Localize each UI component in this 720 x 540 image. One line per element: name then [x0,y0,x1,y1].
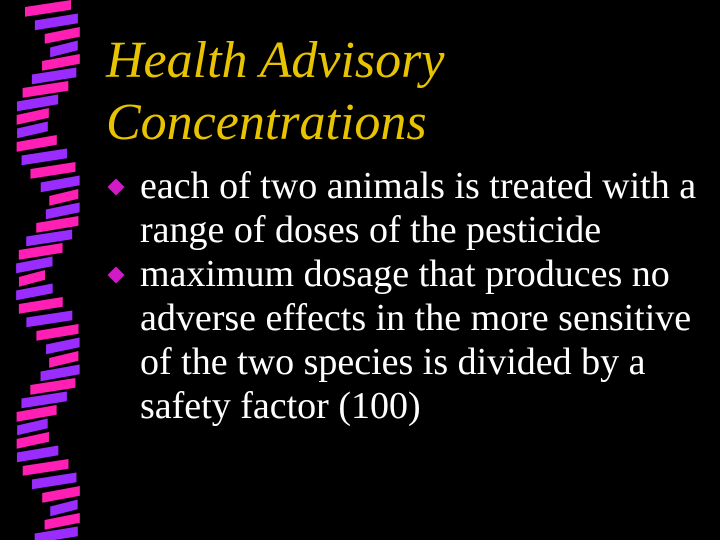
ribbon-segment [49,351,78,368]
bullet-item [108,164,714,252]
diamond-bullet-icon [108,179,125,196]
bullet-list [108,164,714,428]
bullet-text: maximum dosage that produces no adverse effects in the more sensitive of the two species is divided by a safety factor (100) [140,253,692,427]
ribbon-segment [30,162,75,179]
bullet-text: each of two animals is treated with a range of doses of the pesticide [140,165,697,251]
ribbon-segment [36,324,78,341]
ribbon-segment [35,527,78,540]
ribbon-segment [19,243,63,260]
slide-title [106,30,706,154]
ribbon-segment [17,432,49,449]
ribbon-segment [17,446,58,463]
diamond-bullet-icon [108,267,125,284]
ribbon-segment [45,27,80,44]
bullet-item [108,252,714,428]
ribbon-segment [17,122,48,139]
ribbon-segment [49,189,78,206]
ribbon-segment [17,108,49,125]
ribbon-segment [30,378,75,395]
ribbon-segment [16,284,53,301]
ribbon-segment [50,500,77,517]
ribbon-segment [22,149,67,166]
ribbon-segment [25,0,71,17]
ribbon-segment [26,311,72,328]
ribbon-segment [17,419,48,436]
ribbon-segment [32,473,76,490]
ribbon-segment [23,459,69,476]
ribbon-segment [19,297,63,314]
ribbon-segment [50,41,78,58]
ribbon-segment [19,270,45,287]
title-line-2: Concentrations [106,94,427,151]
ribbon-segment [17,135,57,152]
spiral-ribbon-icon [0,0,100,540]
title-line-1: Health Advisory [106,32,445,89]
ribbon-segment [35,14,78,31]
ribbon-segment [26,230,72,247]
ribbon-segment [23,81,69,98]
ribbon-segment [42,486,80,503]
ribbon-segment [21,392,66,409]
ribbon-segment [41,176,80,193]
ribbon-segment [32,68,76,85]
ribbon-segment [46,338,80,355]
